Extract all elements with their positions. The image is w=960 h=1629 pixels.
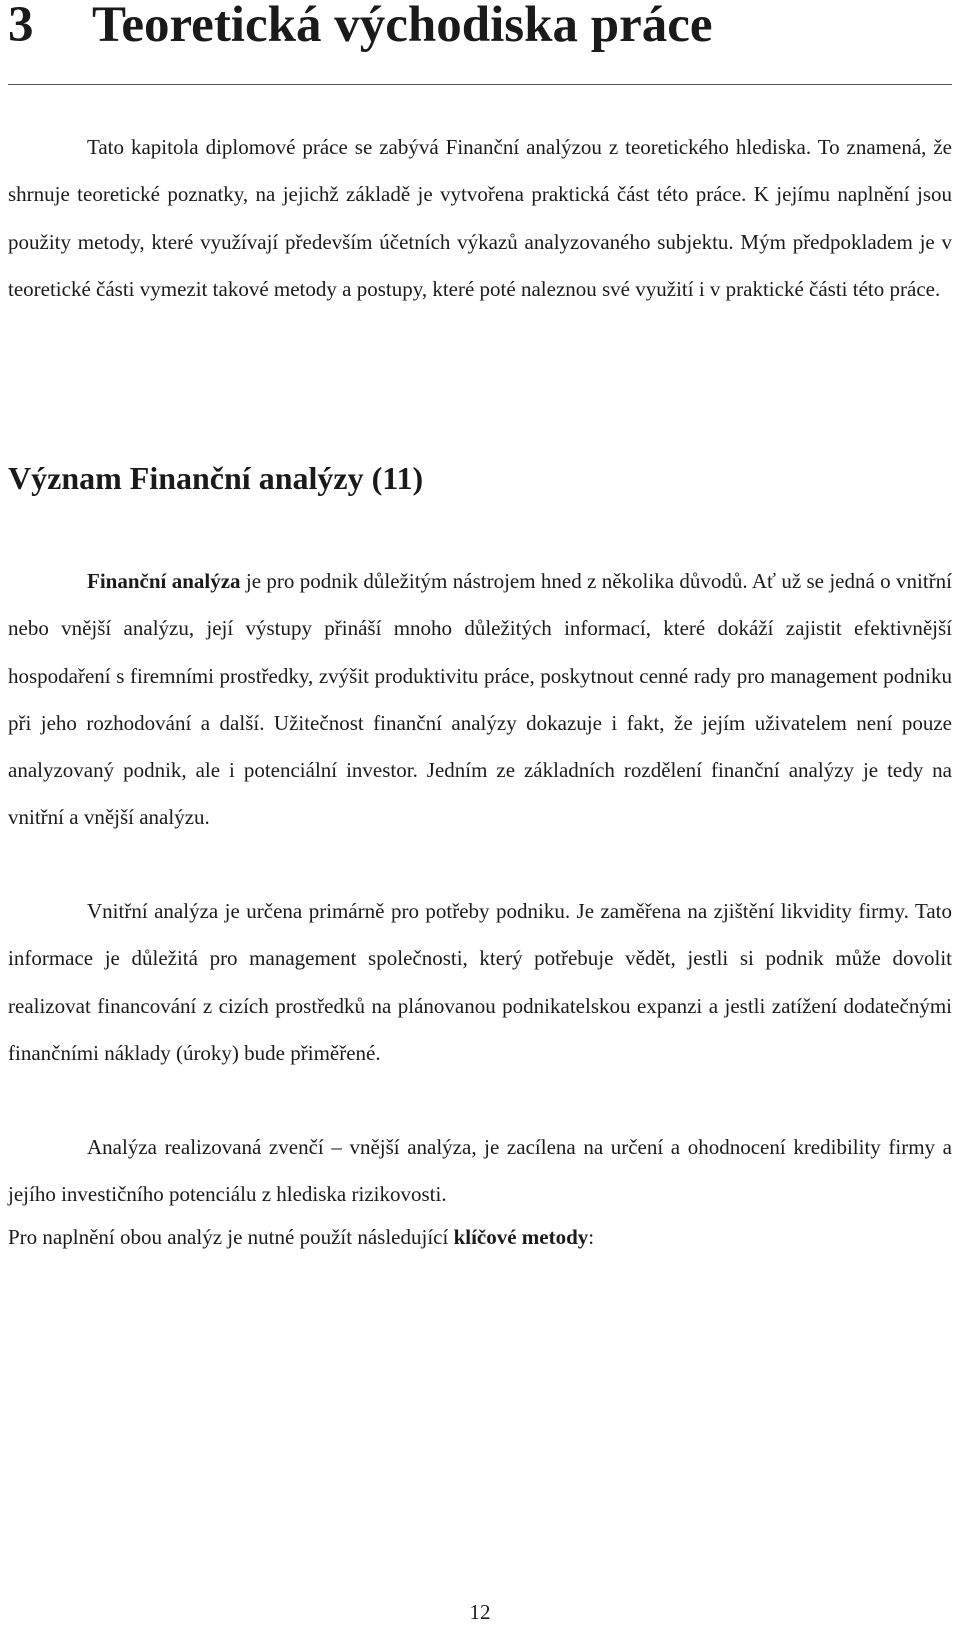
significance-text: je pro podnik důležitým nástrojem hned z několika důvodů. Ať už se jedná o vnitřní nebo vnější analýzu, její výstupy přináší mnoho důležitých informací, které dokáží zajistit efektivnější hospodaření s firemními prostředky, zvýšit produktivitu práce, poskytnout cenné rady pro management podniku při jeho rozhodování a další. Užitečnost finanční analýzy dokazuje i fakt, že jejím uživatelem není pouze analyzovaný podnik, ale i potenciální investor. Jedním ze základních rozdělení finanční analýzy je tedy na vnitřní a vnější analýzu.: [8, 569, 952, 830]
page-number: 12: [469, 1600, 491, 1624]
section-heading: Význam Finanční analýzy (11): [8, 460, 424, 496]
methods-suffix: :: [588, 1225, 595, 1249]
intro-paragraph: Tato kapitola diplomové práce se zabývá Finanční analýzou z teoretického hlediska. To znamená, že shrnuje teoretické poznatky, na jejichž základě je vytvořena praktická část této práce. K jejímu naplnění jsou použity metody, které využívají především účetních výkazů analyzovaného subjektu. Mým předpokladem je v teoretické části vymezit takové metody a postupy, které poté naleznou své využití i v praktické části této práce.: [8, 135, 952, 301]
methods-text: Pro naplnění obou analýz je nutné použít následující: [8, 1225, 454, 1249]
chapter-divider: [8, 84, 952, 85]
chapter-number: 3: [8, 0, 34, 53]
significance-bold-term: Finanční analýza: [87, 569, 241, 593]
chapter-heading: [8, 0, 952, 53]
significance-paragraph: [8, 558, 952, 842]
methods-paragraph: [8, 1214, 952, 1261]
chapter-title: Teoretická východiska práce: [92, 0, 713, 53]
methods-bold-term: klíčové metody: [453, 1225, 589, 1249]
document-page: [8, 0, 952, 1624]
external-analysis-paragraph: Analýza realizovaná zvenčí – vnější analýza, je zacílena na určení a ohodnocení kredibility firmy a jejího investičního potenciálu z hlediska rizikovosti.: [8, 1135, 952, 1207]
internal-analysis-paragraph: Vnitřní analýza je určena primárně pro potřeby podniku. Je zaměřena na zjištění likvidity firmy. Tato informace je důležitá pro management společnosti, který potřebuje vědět, jestli si podnik může dovolit realizovat financování z cizích prostředků na plánovanou podnikatelskou expanzi a jestli zatížení dodatečnými finančními náklady (úroky) bude přiměřené.: [8, 899, 952, 1065]
